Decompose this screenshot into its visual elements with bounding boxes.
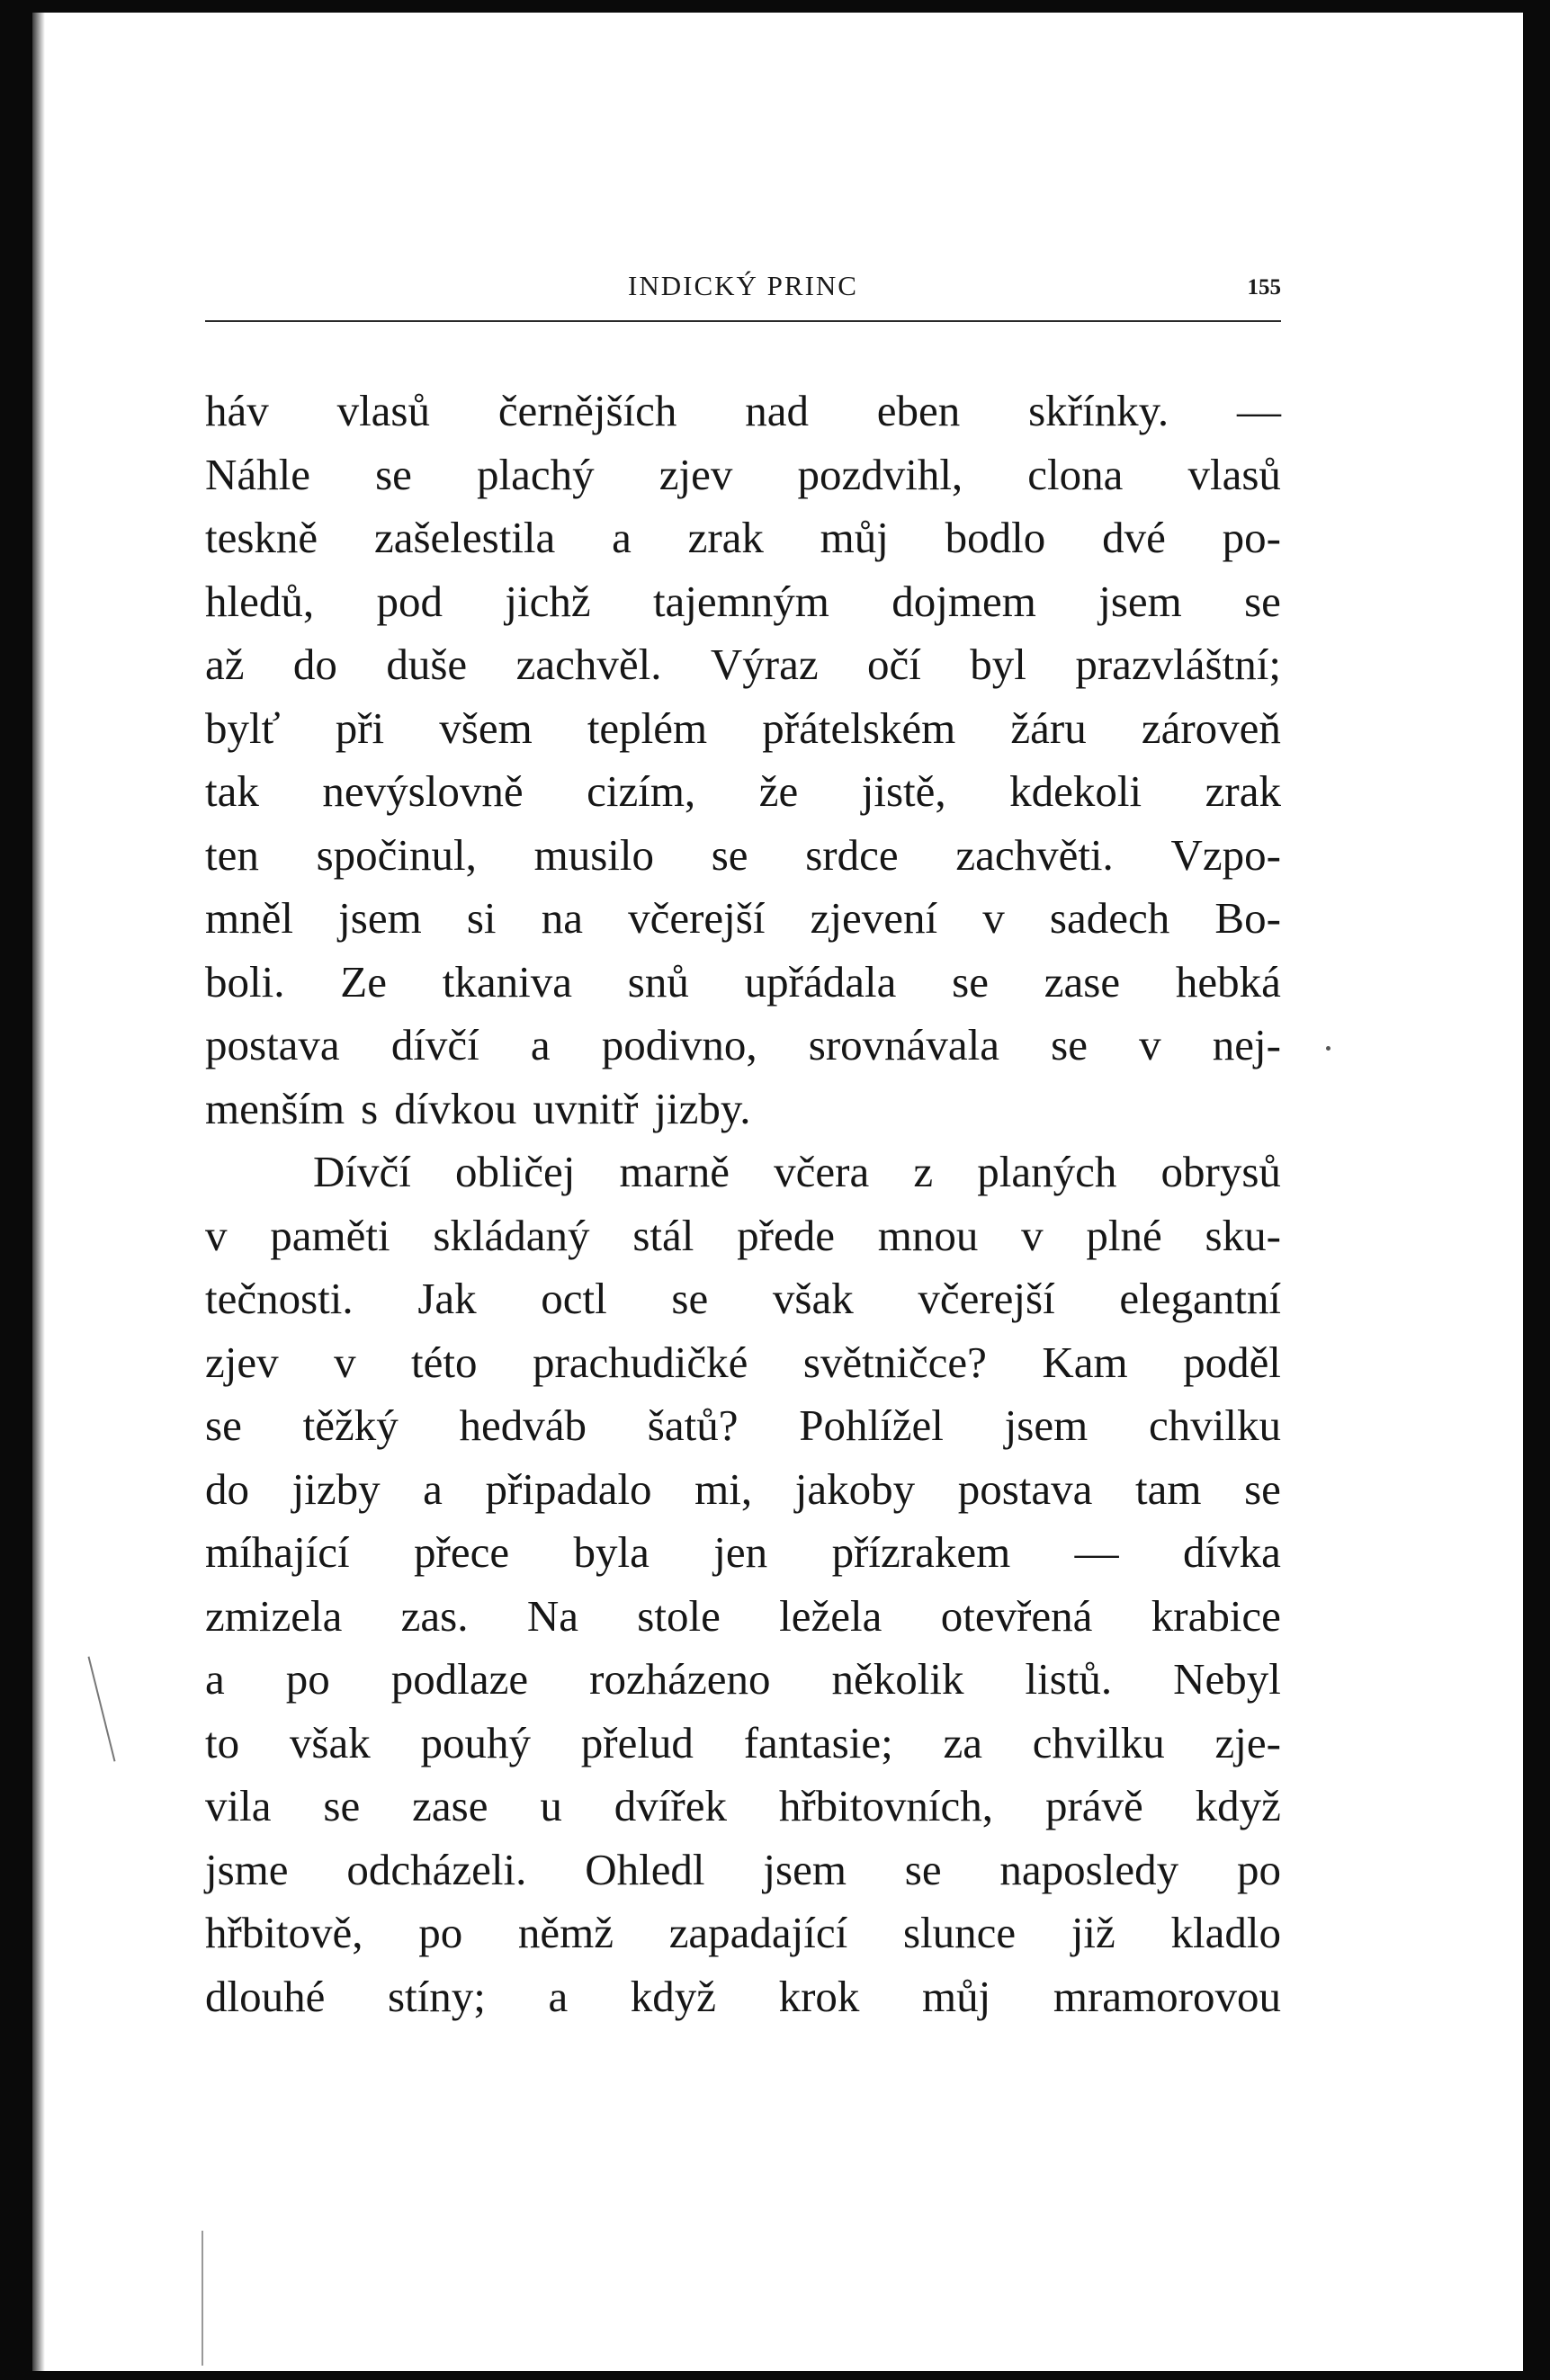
word: v (982, 893, 1005, 943)
word: v (205, 1210, 228, 1260)
word: přátelském (762, 702, 956, 753)
word: musilo (533, 829, 654, 880)
word: se (205, 1400, 242, 1450)
word: zjevení (810, 893, 938, 943)
word: do (292, 640, 337, 689)
text-line (205, 1394, 1281, 1458)
word: dívčí (390, 1020, 479, 1069)
word: obrysů (1160, 1147, 1281, 1196)
word: paměti (270, 1210, 390, 1260)
word: skřínky. (1028, 386, 1169, 435)
text-line (205, 506, 1281, 570)
word: po (1236, 1844, 1281, 1894)
word: vlasů (1187, 449, 1281, 499)
word: chvilku (1148, 1400, 1281, 1450)
word: můj (922, 1971, 991, 2021)
word: Nebyl (1173, 1654, 1281, 1704)
word: hřbitovních, (778, 1781, 994, 1830)
word: otevřená (940, 1590, 1093, 1641)
word: jen (713, 1527, 768, 1577)
word: prazvláštní; (1075, 640, 1281, 689)
word: skládaný (433, 1210, 590, 1260)
word: po (285, 1654, 330, 1704)
text-line (205, 633, 1281, 697)
word: žáru (1010, 702, 1087, 753)
word: kladlo (1170, 1908, 1281, 1957)
word: Vzpo- (1170, 829, 1281, 880)
word: můj (820, 513, 889, 562)
text-line (205, 1141, 1281, 1204)
word: když (630, 1971, 717, 2021)
text-line (205, 1712, 1281, 1776)
word: stál (632, 1210, 694, 1260)
word: Pohlížel (799, 1400, 944, 1450)
word: a (205, 1654, 225, 1704)
word: až (205, 640, 245, 689)
word: poděl (1183, 1337, 1281, 1387)
word: eben (876, 386, 961, 435)
word: krok (778, 1971, 860, 2021)
word: nej- (1212, 1020, 1281, 1069)
word: pouhý (420, 1717, 531, 1767)
word: zjev (659, 449, 733, 499)
word: zje- (1214, 1717, 1281, 1767)
text-line (205, 1078, 1281, 1141)
word: zase (1044, 956, 1121, 1007)
word: jistě, (861, 766, 946, 816)
gutter-shadow (32, 13, 45, 2371)
word: dívka (1183, 1527, 1281, 1577)
word: háv (205, 386, 269, 435)
word: na (541, 893, 583, 943)
text-line (205, 1839, 1281, 1902)
word: Dívčí (313, 1147, 411, 1196)
stray-mark (1326, 1046, 1330, 1051)
text-line (205, 1014, 1281, 1078)
text-line (205, 570, 1281, 634)
word: této (411, 1337, 478, 1387)
word: teskně (205, 513, 318, 562)
word: bylť (205, 702, 281, 753)
word: v (334, 1337, 356, 1387)
word: krabice (1151, 1590, 1281, 1641)
word: ležela (779, 1590, 883, 1641)
word: pozdvihl, (797, 449, 963, 499)
word: jichž (505, 576, 591, 626)
word: zachvěti. (955, 829, 1114, 880)
word: však (289, 1717, 371, 1767)
text-line (205, 1521, 1281, 1585)
word: cizím, (587, 766, 696, 816)
word: hřbitově, (205, 1908, 363, 1957)
word: vila (205, 1781, 272, 1830)
word: se (671, 1274, 709, 1323)
word: již (1071, 1908, 1115, 1957)
word: srovnávala (808, 1020, 1000, 1069)
header-rule (205, 320, 1281, 322)
word: zrak (1205, 766, 1281, 816)
word: Náhle (205, 449, 310, 499)
word: očí (867, 640, 921, 689)
word: teplém (587, 702, 708, 753)
word: octl (541, 1274, 607, 1323)
word: listů. (1025, 1654, 1113, 1704)
running-head (205, 266, 1281, 318)
word: hedváb (459, 1400, 587, 1450)
word: snů (627, 956, 689, 1007)
word: marně (619, 1147, 730, 1196)
word: se (375, 449, 412, 499)
word: dvé (1102, 513, 1166, 562)
word: podlaze (390, 1654, 529, 1704)
running-title: INDICKÝ PRINC (628, 270, 858, 301)
text-line (205, 1585, 1281, 1649)
word: duše (386, 640, 468, 689)
word: připadalo (485, 1463, 652, 1514)
word: Ze (340, 956, 387, 1007)
text-line (205, 1965, 1281, 2029)
text-line (205, 1458, 1281, 1522)
page-number: 155 (1247, 275, 1281, 300)
word: stíny; (387, 1971, 486, 2021)
text-line (205, 824, 1281, 888)
word: v (1021, 1210, 1044, 1260)
text-line (205, 1204, 1281, 1268)
word: nevýslovně (322, 766, 524, 816)
word: a (612, 513, 632, 562)
word: včera (774, 1147, 870, 1196)
word: po- (1222, 513, 1281, 562)
scan-scratch (202, 2231, 203, 2366)
word: těžký (302, 1400, 399, 1450)
word: spočinul, (316, 829, 477, 880)
word: postava (205, 1020, 340, 1069)
word: upřádala (744, 956, 897, 1007)
word: pod (376, 576, 443, 626)
word: včerejší (628, 893, 766, 943)
word: mi, (694, 1463, 753, 1514)
word: zároveň (1141, 702, 1281, 753)
word: prachudičké (532, 1337, 748, 1387)
word: jsem (338, 893, 422, 943)
word: a (423, 1463, 443, 1514)
body-text (205, 380, 1281, 2028)
word: Bo- (1214, 893, 1281, 943)
word: byl (970, 640, 1026, 689)
word: kdekoli (1009, 766, 1142, 816)
word: boli. (205, 956, 285, 1007)
word: z (913, 1147, 934, 1196)
word: jsem (763, 1844, 847, 1894)
word: všem (439, 702, 533, 753)
text-line (205, 697, 1281, 761)
text-line (205, 1331, 1281, 1395)
word: sadech (1049, 893, 1170, 943)
word: jsem (1004, 1400, 1089, 1450)
word: tkaniva (442, 956, 572, 1007)
word: dvířek (614, 1781, 727, 1830)
word: byla (573, 1527, 650, 1577)
word: ten (205, 829, 259, 880)
word: u (540, 1781, 562, 1830)
word: tajemným (652, 576, 829, 626)
word: slunce (902, 1908, 1017, 1957)
word: hledů, (205, 576, 315, 626)
word: zas. (400, 1590, 469, 1641)
word: zapadající (668, 1908, 848, 1957)
word: tak (205, 766, 259, 816)
word: jsme (205, 1844, 289, 1894)
word: dojmem (891, 576, 1036, 626)
word: Jak (417, 1274, 477, 1323)
word: mnou (877, 1210, 979, 1260)
word: jsem (1098, 576, 1182, 626)
word: Ohledl (585, 1844, 705, 1894)
word: že (758, 766, 799, 816)
scan-scratch (88, 1657, 116, 1762)
word: se (1244, 1463, 1281, 1514)
word: a (530, 1020, 551, 1069)
word: uvnitř (533, 1083, 639, 1133)
word: chvilku (1032, 1717, 1165, 1767)
word: sku- (1205, 1210, 1281, 1260)
text-line (205, 380, 1281, 443)
text-line (205, 1267, 1281, 1331)
word: přede (737, 1210, 835, 1260)
word: stole (637, 1590, 721, 1641)
word: se (711, 829, 748, 880)
word: mramorovou (1053, 1971, 1281, 2021)
word: včerejší (918, 1274, 1055, 1323)
word: přece (414, 1527, 510, 1577)
word: planých (977, 1147, 1117, 1196)
word: míhající (205, 1527, 350, 1577)
word: dívkou (394, 1083, 517, 1133)
word: světničce? (802, 1337, 987, 1387)
text-line (205, 443, 1281, 507)
word: — (1237, 386, 1281, 435)
word: za (943, 1717, 982, 1767)
word: clona (1027, 449, 1124, 499)
word: tam (1134, 1463, 1202, 1514)
word: jizby. (654, 1083, 751, 1133)
word: si (466, 893, 497, 943)
word: zase (412, 1781, 488, 1830)
word: odcházeli. (346, 1844, 527, 1894)
word: srdce (805, 829, 899, 880)
word: jizby (291, 1463, 381, 1514)
word: to (205, 1717, 240, 1767)
word: přelud (580, 1717, 694, 1767)
word: se (952, 956, 989, 1007)
word: zachvěl. (515, 640, 662, 689)
word: rozházeno (589, 1654, 771, 1704)
word: nad (745, 386, 809, 435)
word: při (335, 702, 385, 753)
word: však (772, 1274, 854, 1323)
word: Kam (1042, 1337, 1128, 1387)
word: v (1139, 1020, 1161, 1069)
word: po (418, 1908, 463, 1957)
text-line (205, 1648, 1281, 1712)
word: elegantní (1119, 1274, 1281, 1323)
word: zrak (687, 513, 764, 562)
word: plachý (477, 449, 595, 499)
word: se (323, 1781, 361, 1830)
word: zjev (205, 1337, 279, 1387)
word: černějších (497, 386, 677, 435)
word: a (548, 1971, 569, 2021)
word: fantasie; (743, 1717, 893, 1767)
word: tečnosti. (205, 1274, 354, 1323)
word: několik (831, 1654, 964, 1704)
word: obličej (455, 1147, 576, 1196)
word: podivno, (601, 1020, 757, 1069)
word: Na (526, 1590, 578, 1641)
word: když (1195, 1781, 1281, 1830)
word: se (1051, 1020, 1088, 1069)
word: do (205, 1463, 249, 1514)
word: plné (1086, 1210, 1162, 1260)
word: postava (957, 1463, 1093, 1514)
word: dlouhé (205, 1971, 326, 2021)
word: bodlo (945, 513, 1046, 562)
word: šatů? (647, 1400, 739, 1450)
word: se (904, 1844, 942, 1894)
word: se (1244, 576, 1281, 626)
text-line (205, 760, 1281, 824)
text-line (205, 887, 1281, 951)
word: přízrakem (831, 1527, 1011, 1577)
word: jakoby (794, 1463, 916, 1514)
word: — (1074, 1527, 1119, 1577)
text-line (205, 1775, 1281, 1839)
word: vlasů (336, 386, 430, 435)
text-line (205, 951, 1281, 1015)
word: zmizela (205, 1590, 343, 1641)
word: hebká (1175, 956, 1281, 1007)
word: menším (205, 1083, 345, 1133)
word: mněl (205, 893, 293, 943)
word: zašelestila (373, 513, 556, 562)
word: Výraz (710, 640, 819, 689)
text-line (205, 1901, 1281, 1965)
word: naposledy (999, 1844, 1179, 1894)
word: s (361, 1083, 379, 1133)
word: němž (517, 1908, 614, 1957)
word: právě (1044, 1781, 1143, 1830)
